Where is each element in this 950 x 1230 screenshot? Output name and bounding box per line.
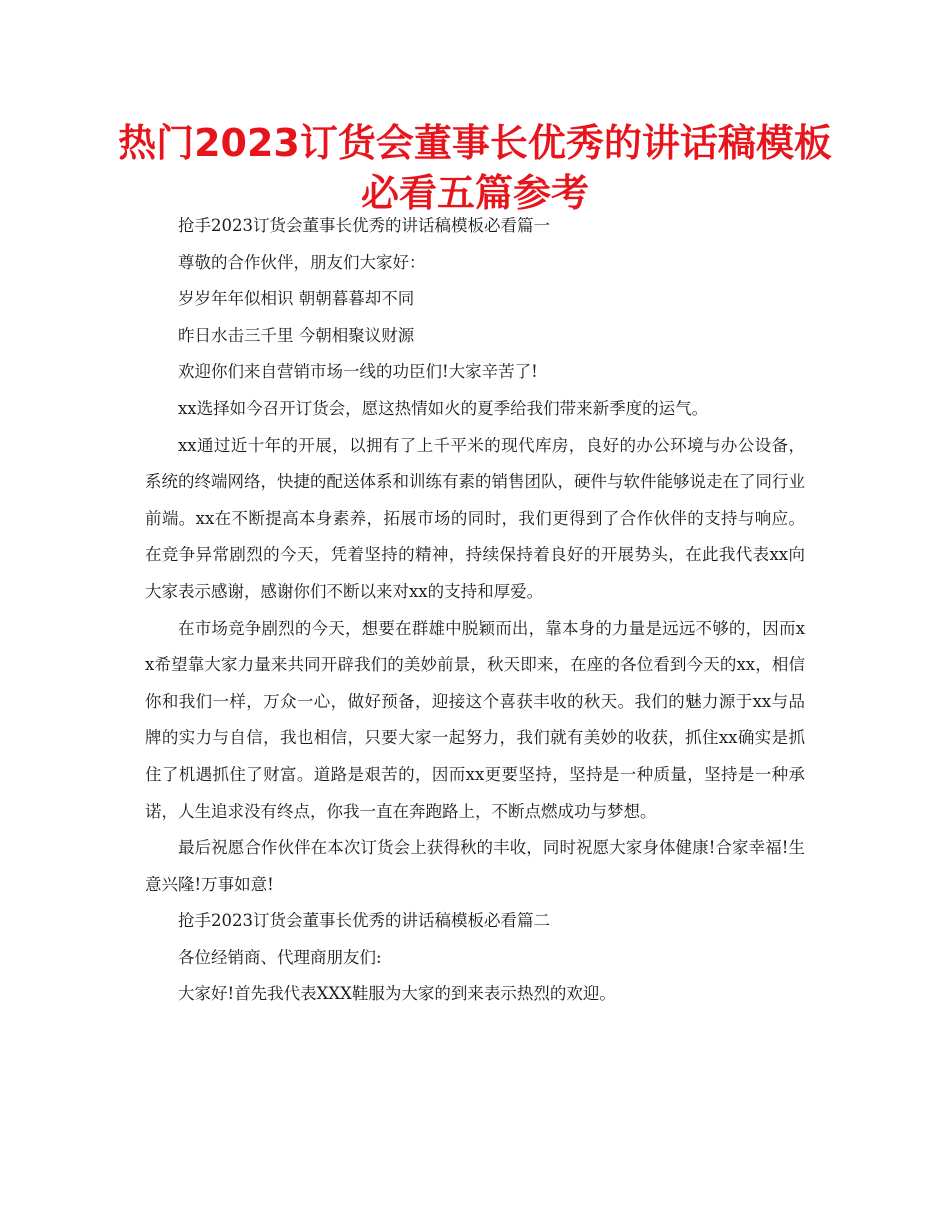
- verse-line-2: 昨日水击三千里 今朝相聚议财源: [178, 325, 415, 345]
- welcome-paragraph-2: 大家好!首先我代表XXX鞋服为大家的到来表示热烈的欢迎。: [178, 984, 616, 1004]
- paragraph-development: xx通过近十年的开展，以拥有了上千平米的现代库房，良好的办公环境与办公设备，系统的终端网络，快捷的配送体系和训练有素的销售团队，硬件与软件能够说走在了同行业前端。xx在不断提高本身素养，拓展市场的同时，我们更得到了合作伙伴的支持与响应。在竞争异常剧烈的今天，凭着坚持的精神，持续保持着良好的开展势头，在此我代表xx向大家表示感谢，感谢你们不断以来对xx的支持和厚爱。: [145, 435, 805, 601]
- welcome-paragraph: 欢迎你们来自营销市场一线的功臣们!大家辛苦了!: [178, 362, 538, 382]
- section-heading-2: 抢手2023订货会董事长优秀的讲话稿模板必看篇二: [178, 911, 550, 931]
- paragraph-competition: 在市场竞争剧烈的今天，想要在群雄中脱颖而出，靠本身的力量是远远不够的，因而xx希望靠大家力量来共同开辟我们的美妙前景，秋天即来，在座的各位看到今天的xx，相信你和我们一样，万众一心，做好预备，迎接这个喜获丰收的秋天。我们的魅力源于xx与品牌的实力与自信，我也相信，只要大家一起努力，我们就有美妙的收获，抓住xx确实是抓住了机遇抓住了财富。道路是艰苦的，因而xx更要坚持，坚持是一种质量，坚持是一种承诺，人生追求没有终点，你我一直在奔跑路上，不断点燃成功与梦想。: [145, 618, 805, 821]
- document-body: [145, 208, 805, 1013]
- verse-line-1: 岁岁年年似相识 朝朝暮暮却不同: [178, 289, 415, 309]
- greeting-2: 各位经销商、代理商朋友们:: [178, 947, 382, 967]
- document-title: 热门2023订货会董事长优秀的讲话稿模板必看五篇参考: [118, 121, 832, 215]
- greeting: 尊敬的合作伙伴，朋友们大家好：: [178, 252, 426, 272]
- paragraph-opening: xx选择如今召开订货会，愿这热情如火的夏季给我们带来新季度的运气。: [178, 398, 709, 418]
- section-heading-1: 抢手2023订货会董事长优秀的讲话稿模板必看篇一: [178, 216, 550, 235]
- paragraph-closing-wishes: 最后祝愿合作伙伴在本次订货会上获得秋的丰收，同时祝愿大家身体健康!合家幸福!生意兴隆!万事如意!: [145, 838, 805, 894]
